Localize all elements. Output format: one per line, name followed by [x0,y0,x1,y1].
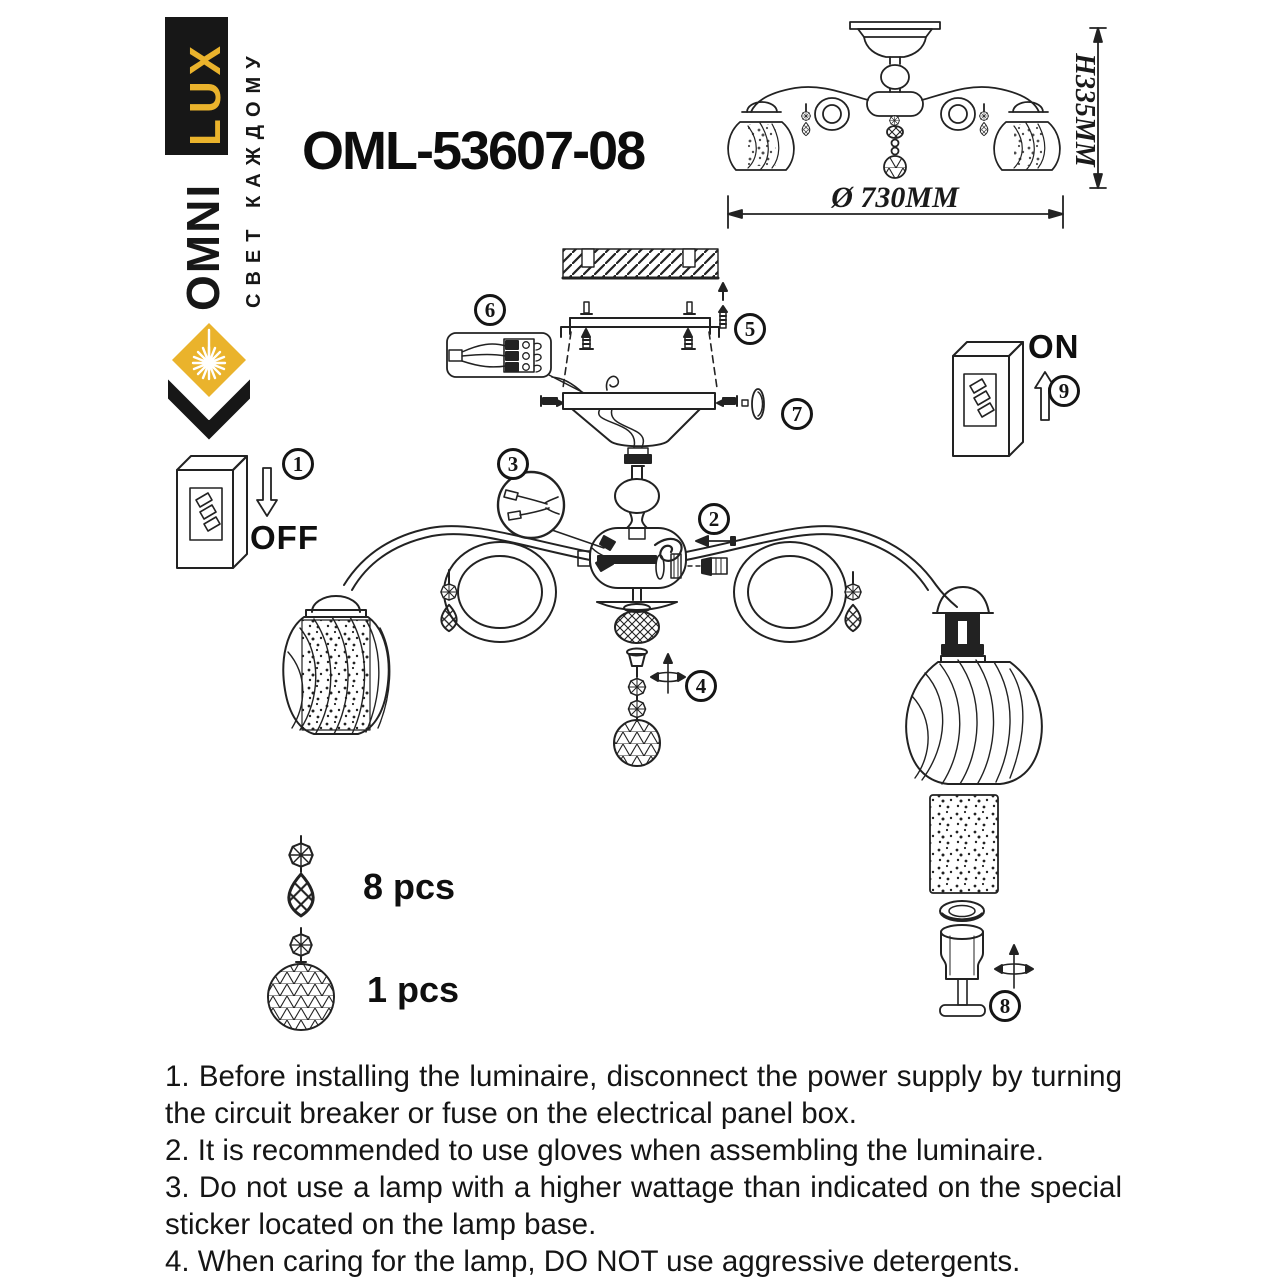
step-callout-9: 9 [1048,375,1080,407]
left-shade [283,596,389,734]
central-hub [578,528,735,588]
stem-sphere [615,466,659,528]
safety-instructions [165,1058,1122,1280]
step-callout-2: 2 [698,503,730,535]
crystal-drop-part [289,836,313,916]
central-pendant-chain [597,588,685,766]
shade-ring [940,901,984,921]
step-callout-7: 7 [781,398,813,430]
instruction-3: 3. Do not use a lamp with a higher wattage than indicated on the special sticker located on the lamp base. [165,1171,1122,1241]
ceiling-hatch [563,249,718,278]
step-callout-1: 1 [282,448,314,480]
off-label: OFF [250,519,319,556]
step-callout-3: 3 [497,448,529,480]
mounting-bracket [561,283,727,388]
right-shade [906,656,1042,784]
assembly-diagram [177,249,1055,1030]
diameter-dimension-label: Ø 730MM [831,181,959,214]
brand-diamond-logo [167,323,251,441]
instruction-2: 2. It is recommended to use gloves when assembling the luminaire. [165,1134,1044,1167]
step-callout-6: 6 [474,294,506,326]
instruction-1: 1. Before installing the luminaire, disconnect the power supply by turning the circuit breaker or fuse on the electrical panel box. [165,1060,1122,1130]
wire-connection-inset [498,472,604,548]
step-callout-8: 8 [989,990,1021,1022]
model-number-title: OML-53607-08 [302,121,645,181]
step-callout-5: 5 [734,313,766,345]
instruction-4: 4. When caring for the lamp, DO NOT use aggressive detergents. [165,1245,1021,1278]
brand-tagline: СВЕТ КАЖДОМУ [243,48,265,308]
on-label: ON [1028,328,1080,365]
right-socket [933,587,993,654]
brand-name-lux: LUX [181,40,230,146]
left-arm [344,526,590,642]
drop-quantity-label: 8 pcs [363,866,456,907]
ball-quantity-label: 1 pcs [367,969,460,1010]
crystal-ball-part [268,928,334,1030]
brand-name-omni: OMNI [177,182,229,311]
glass-texture-sample [930,795,998,893]
height-dimension-label: H335MM [1069,53,1100,167]
right-arm [686,526,957,642]
ceiling-canopy [541,376,764,466]
step-callout-4: 4 [685,670,717,702]
